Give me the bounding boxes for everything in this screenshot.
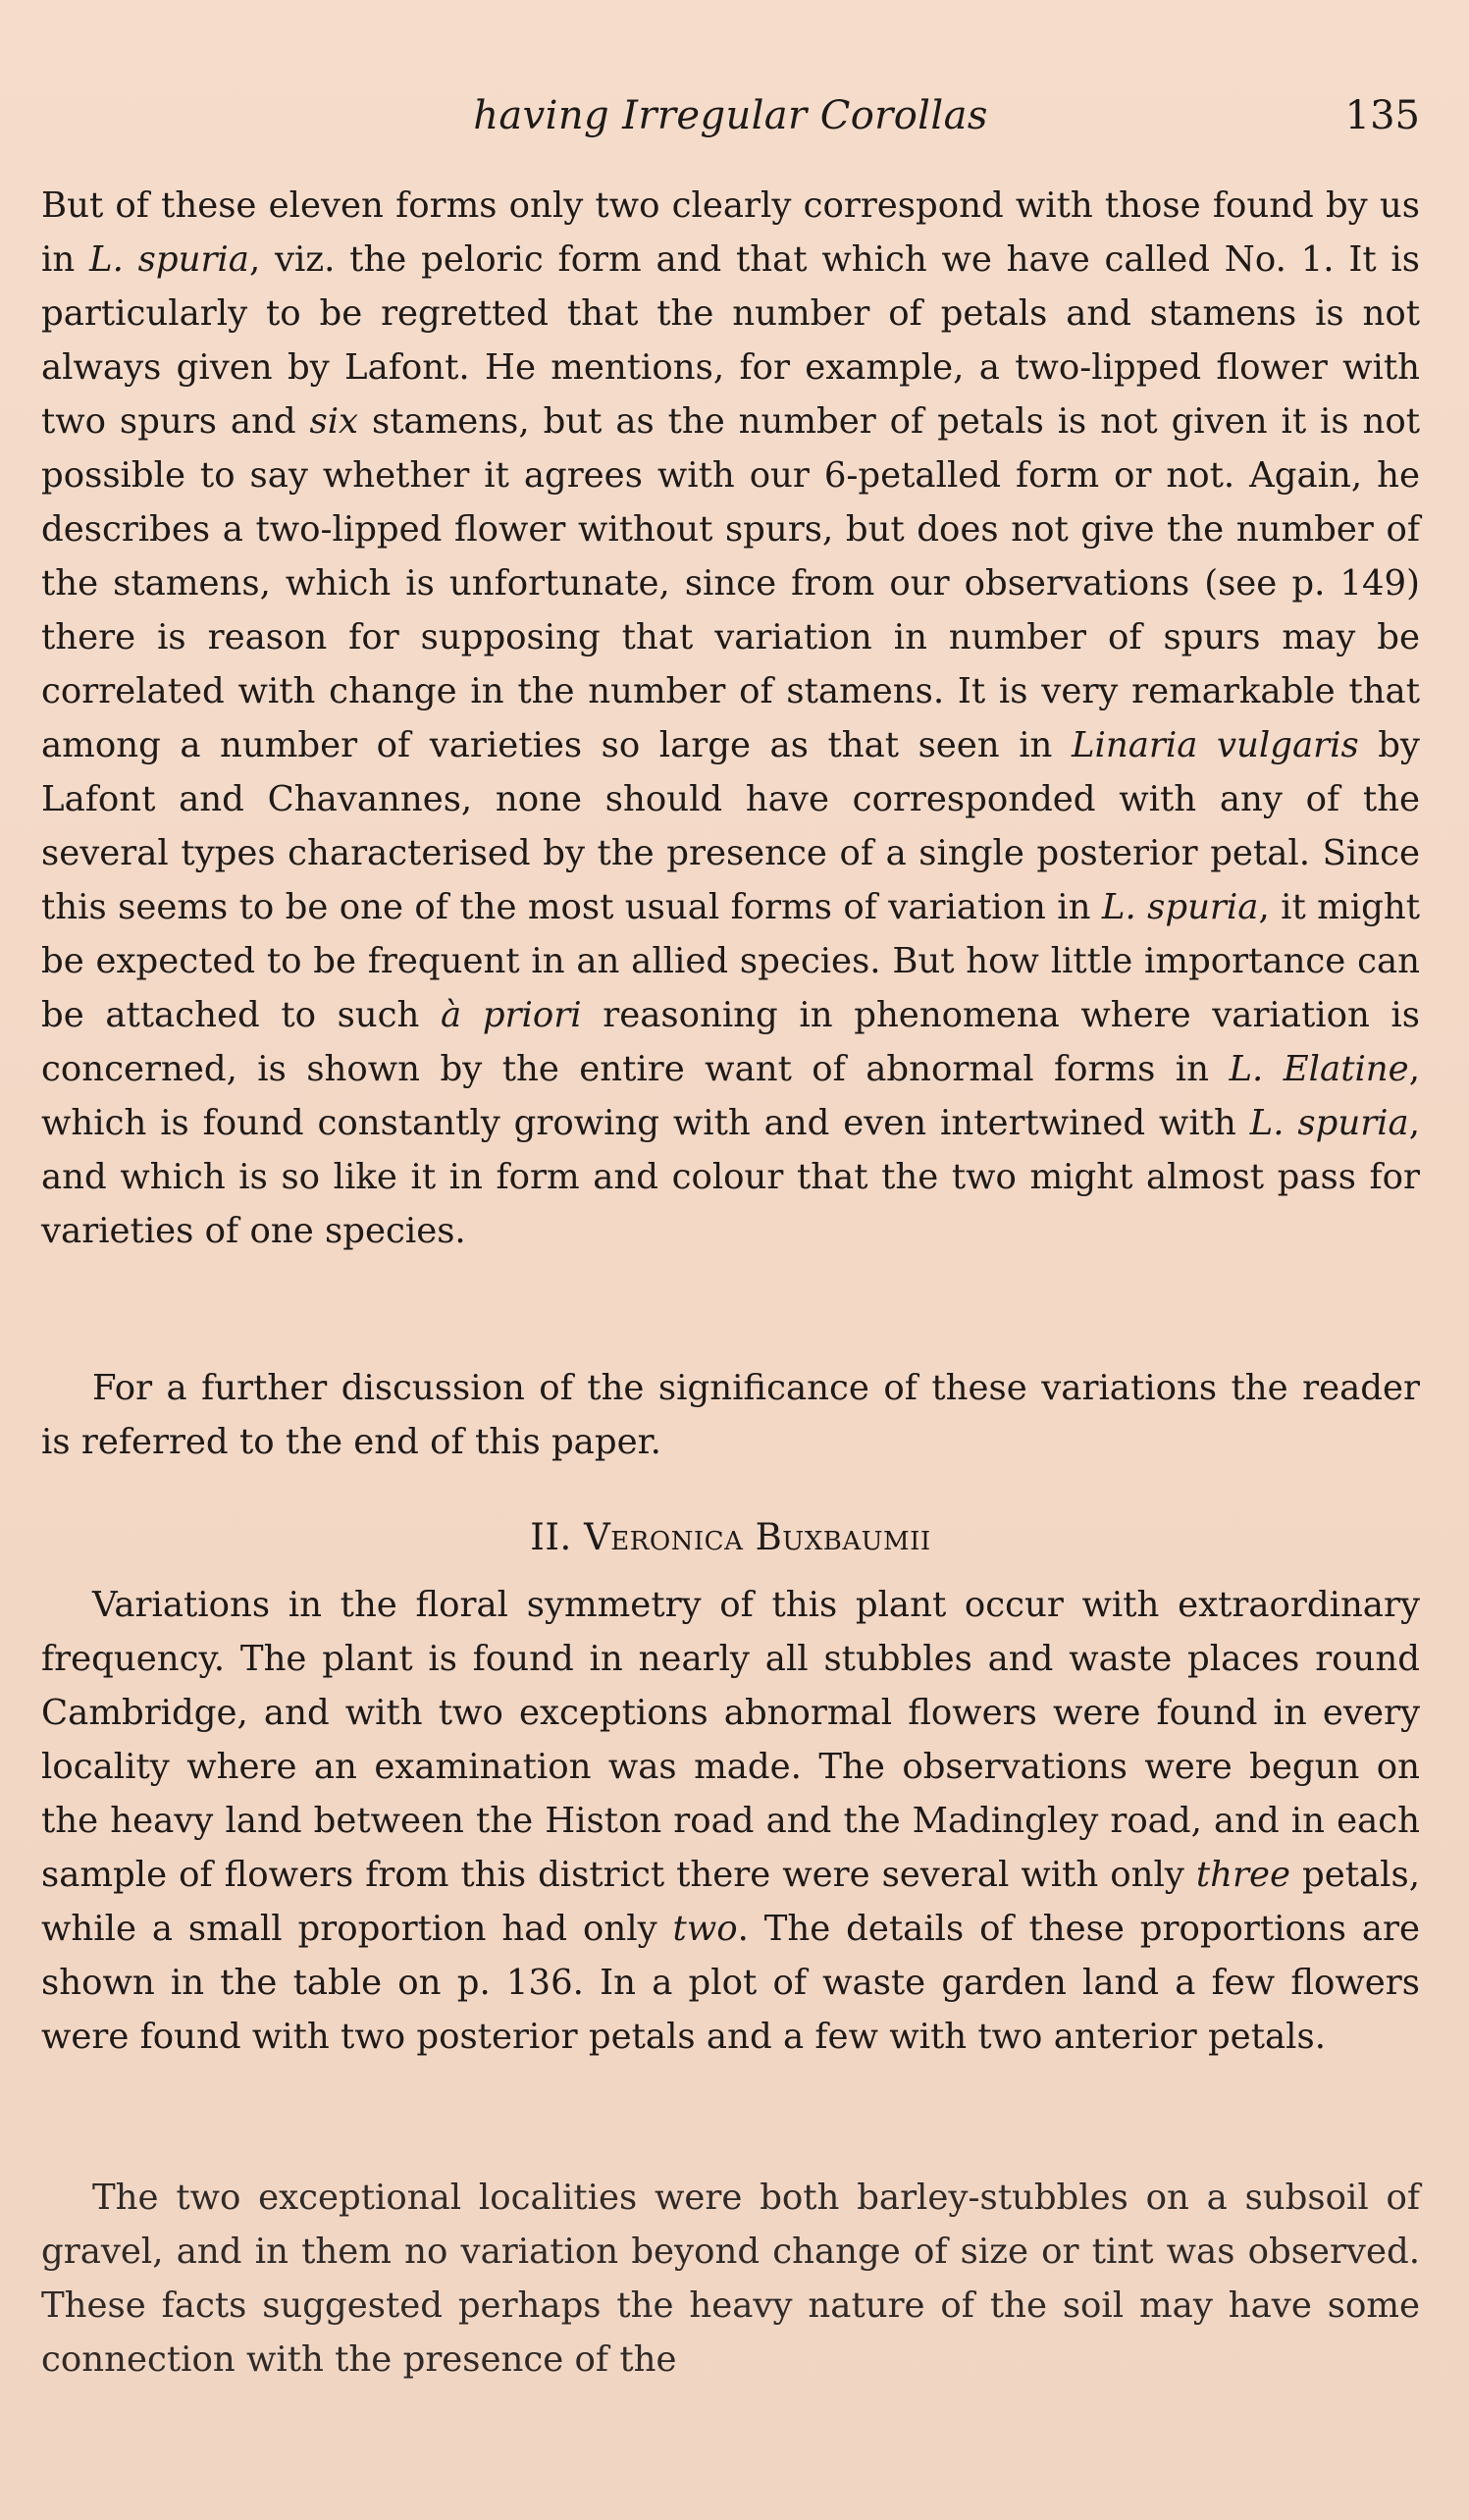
paragraph-text: , which is found constantly growing with and even intertwined with — [41, 1049, 1420, 1143]
italic-text: L. spuria — [1249, 1103, 1409, 1143]
italic-text: six — [309, 401, 359, 442]
paragraph-text: petals, while a small proportion had only — [41, 1855, 1420, 1949]
italic-text: à priori — [441, 995, 582, 1035]
body-paragraph — [41, 1361, 1420, 1469]
paragraph-text: . The details of these proportions are shown in the table on p. 136. In a plot of waste garden land a few flowers were found with two posterior petals and a few with two anterior petals. — [41, 1909, 1420, 2057]
section-title: Veronica Buxbaumii — [584, 1516, 931, 1558]
paragraph-text: by Lafont and Chavannes, none should have corresponded with any of the several types characterised by the presence of a single posterior petal. Since this seems to be one of the most usual forms of variation in — [41, 725, 1420, 927]
section-heading — [41, 1508, 1420, 1567]
paragraph-text: , it might be expected to be frequent in an allied species. But how little importance can be attached to such — [41, 887, 1421, 1035]
body-paragraph — [41, 2171, 1420, 2387]
paragraph-text: , viz. the peloric form and that which we have called No. 1. It is particularly to be regretted that the number of petals and stamens is not always given by Lafont. He mentions, for example, a two-lipped flower with two spurs and — [41, 239, 1420, 442]
italic-text: L. spuria — [1101, 887, 1259, 927]
body-paragraph — [41, 179, 1420, 1258]
body-paragraph — [41, 1578, 1420, 2064]
section-numeral: II. — [530, 1516, 572, 1558]
paragraph-text: Variations in the floral symmetry of this plant occur with extraordinary frequency. The plant is found in nearly all stubbles and waste places round Cambridge, and with two exceptions abnormal flowers were found in every locality where an examination was made. The observations were begun on the heavy land between the Histon road and the Madingley road, and in each sample of flowers from this district there were several with only — [41, 1585, 1420, 1895]
paragraph-text: The two exceptional localities were both barley-stubbles on a subsoil of gravel, and in them no variation beyond change of size or tint was observed. These facts suggested perhaps the heavy nature of the soil may have some connection with the presence of the — [41, 2178, 1420, 2380]
italic-text: L. Elatine — [1229, 1049, 1409, 1089]
running-head — [41, 86, 1420, 145]
paragraph-text: stamens, but as the number of petals is not given it is not possible to say whether it agrees with our 6-petalled form or not. Again, he describes a two-lipped flower without spurs, but does not give the number of the stamens, which is unfortunate, since from our observations (see p. 149) there is reason for supposing that variation in number of spurs may be correlated with change in the number of stamens. It is very remarkable that among a number of varieties so large as that seen in — [41, 401, 1420, 765]
paragraph-text: For a further discussion of the significance of these variations the reader is referred to the end of this paper. — [41, 1368, 1420, 1462]
italic-text: three — [1195, 1855, 1290, 1895]
page-number: 135 — [1344, 93, 1420, 138]
italic-text: Linaria vulgaris — [1071, 725, 1359, 765]
paragraph-text: , and which is so like it in form and colour that the two might almost pass for varieties of one species. — [41, 1103, 1420, 1251]
italic-text: L. spuria — [89, 239, 249, 280]
italic-text: two — [672, 1909, 738, 1949]
paragraph-text: reasoning in phenomena where variation is concerned, is shown by the entire want of abnormal forms in — [41, 995, 1421, 1089]
running-title: having Irregular Corollas — [473, 93, 988, 138]
paragraph-text: But of these eleven forms only two clearly correspond with those found by us in — [41, 185, 1420, 280]
